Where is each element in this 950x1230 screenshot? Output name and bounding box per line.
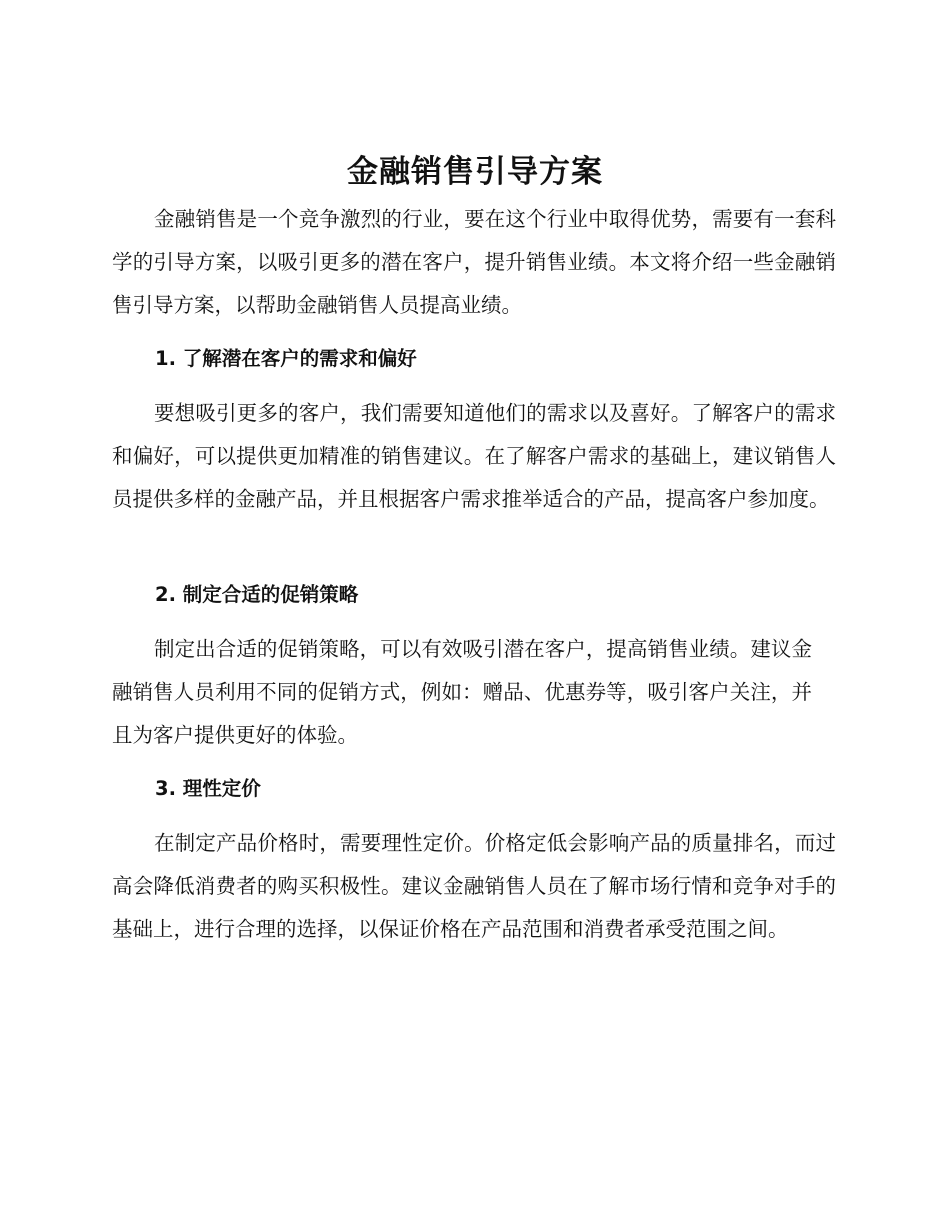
section-heading-2: 2. 制定合适的促销策略 (155, 583, 359, 606)
document-title: 金融销售引导方案 (347, 154, 603, 190)
section-heading-3: 3. 理性定价 (155, 777, 261, 800)
section-body-3: 在制定产品价格时，需要理性定价。价格定低会影响产品的质量排名，而过高会降低消费者的购买积极性。建议金融销售人员在了解市场行情和竞争对手的基础上，进行合理的选择，以保证价格在产品范围和消费者承受范围之间。 (112, 831, 836, 941)
intro-paragraph: 金融销售是一个竞争激烈的行业，要在这个行业中取得优势，需要有一套科学的引导方案，以吸引更多的潜在客户，提升销售业绩。本文将介绍一些金融销售引导方案，以帮助金融销售人员提高业绩。 (112, 207, 836, 317)
section-body-1: 要想吸引更多的客户，我们需要知道他们的需求以及喜好。了解客户的需求和偏好，可以提供更加精准的销售建议。在了解客户需求的基础上，建议销售人员提供多样的金融产品，并且根据客户需求推举适合的产品，提高客户参加度。 (112, 401, 836, 511)
section-body-2: 制定出合适的促销策略，可以有效吸引潜在客户，提高销售业绩。建议金融销售人员利用不同的促销方式，例如：赠品、优惠券等，吸引客户关注，并且为客户提供更好的体验。 (112, 637, 812, 747)
section-heading-1: 1. 了解潜在客户的需求和偏好 (155, 347, 417, 370)
